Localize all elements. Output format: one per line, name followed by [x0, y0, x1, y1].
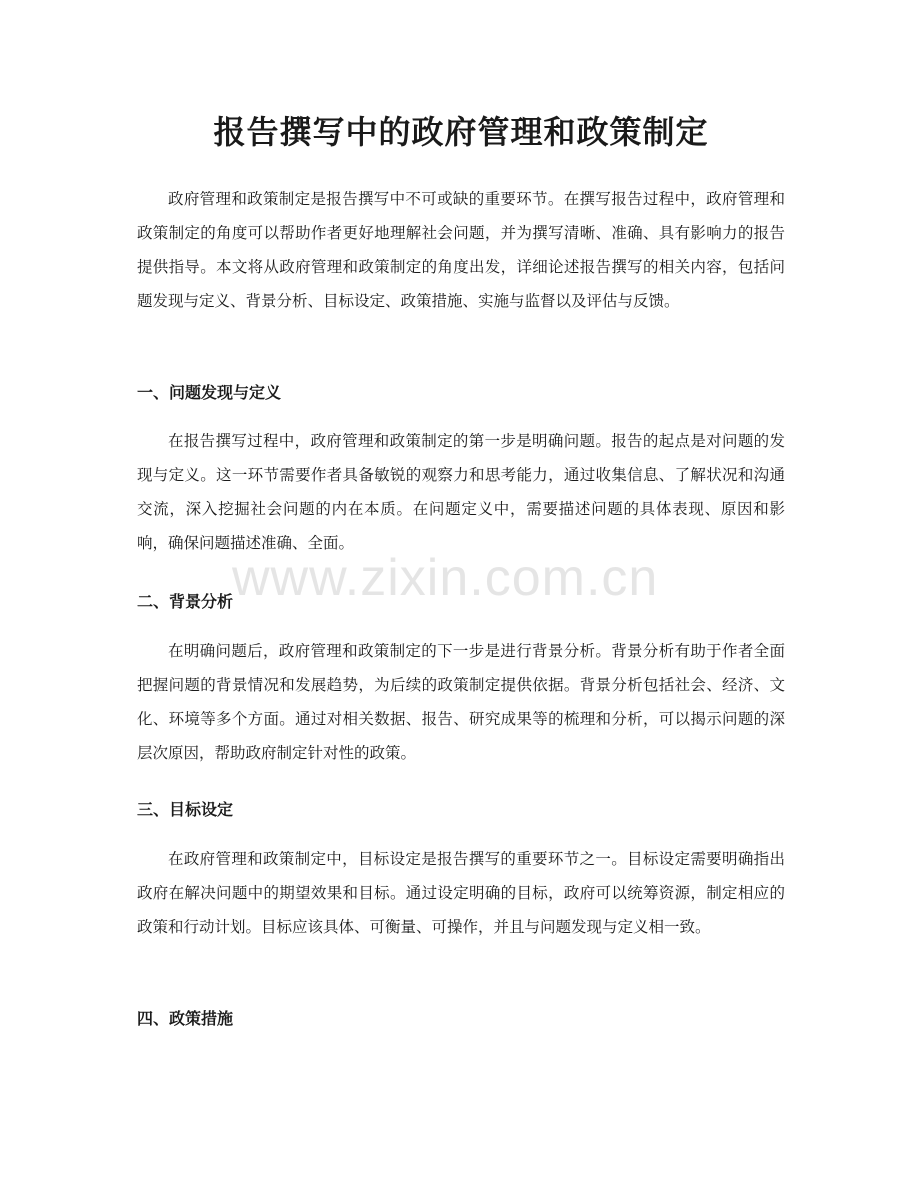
section-heading-1: 一、问题发现与定义: [137, 383, 282, 402]
section-body-3: 在政府管理和政策制定中，目标设定是报告撰写的重要环节之一。目标设定需要明确指出政府在解决问题中的期望效果和目标。通过设定明确的目标，政府可以统筹资源，制定相应的政策和行动计划。目标应该具体、可衡量、可操作，并且与问题发现与定义相一致。: [137, 850, 785, 936]
section-heading-4: 四、政策措施: [137, 1009, 234, 1028]
section-heading-2: 二、背景分析: [137, 592, 234, 611]
watermark-text: www.zixin.com.cn: [232, 549, 659, 607]
intro-paragraph: 政府管理和政策制定是报告撰写中不可或缺的重要环节。在撰写报告过程中，政府管理和政策制定的角度可以帮助作者更好地理解社会问题，并为撰写清晰、准确、具有影响力的报告提供指导。本文将从政府管理和政策制定的角度出发，详细论述报告撰写的相关内容，包括问题发现与定义、背景分析、目标设定、政策措施、实施与监督以及评估与反馈。: [137, 190, 785, 310]
document-title: 报告撰写中的政府管理和政策制定: [213, 113, 709, 151]
section-body-2: 在明确问题后，政府管理和政策制定的下一步是进行背景分析。背景分析有助于作者全面把握问题的背景情况和发展趋势，为后续的政策制定提供依据。背景分析包括社会、经济、文化、环境等多个方面。通过对相关数据、报告、研究成果等的梳理和分析，可以揭示问题的深层次原因，帮助政府制定针对性的政策。: [137, 642, 785, 762]
section-heading-3: 三、目标设定: [137, 800, 234, 819]
section-body-1: 在报告撰写过程中，政府管理和政策制定的第一步是明确问题。报告的起点是对问题的发现与定义。这一环节需要作者具备敏锐的观察力和思考能力，通过收集信息、了解状况和沟通交流，深入挖掘社会问题的内在本质。在问题定义中，需要描述问题的具体表现、原因和影响，确保问题描述准确、全面。: [137, 432, 785, 552]
